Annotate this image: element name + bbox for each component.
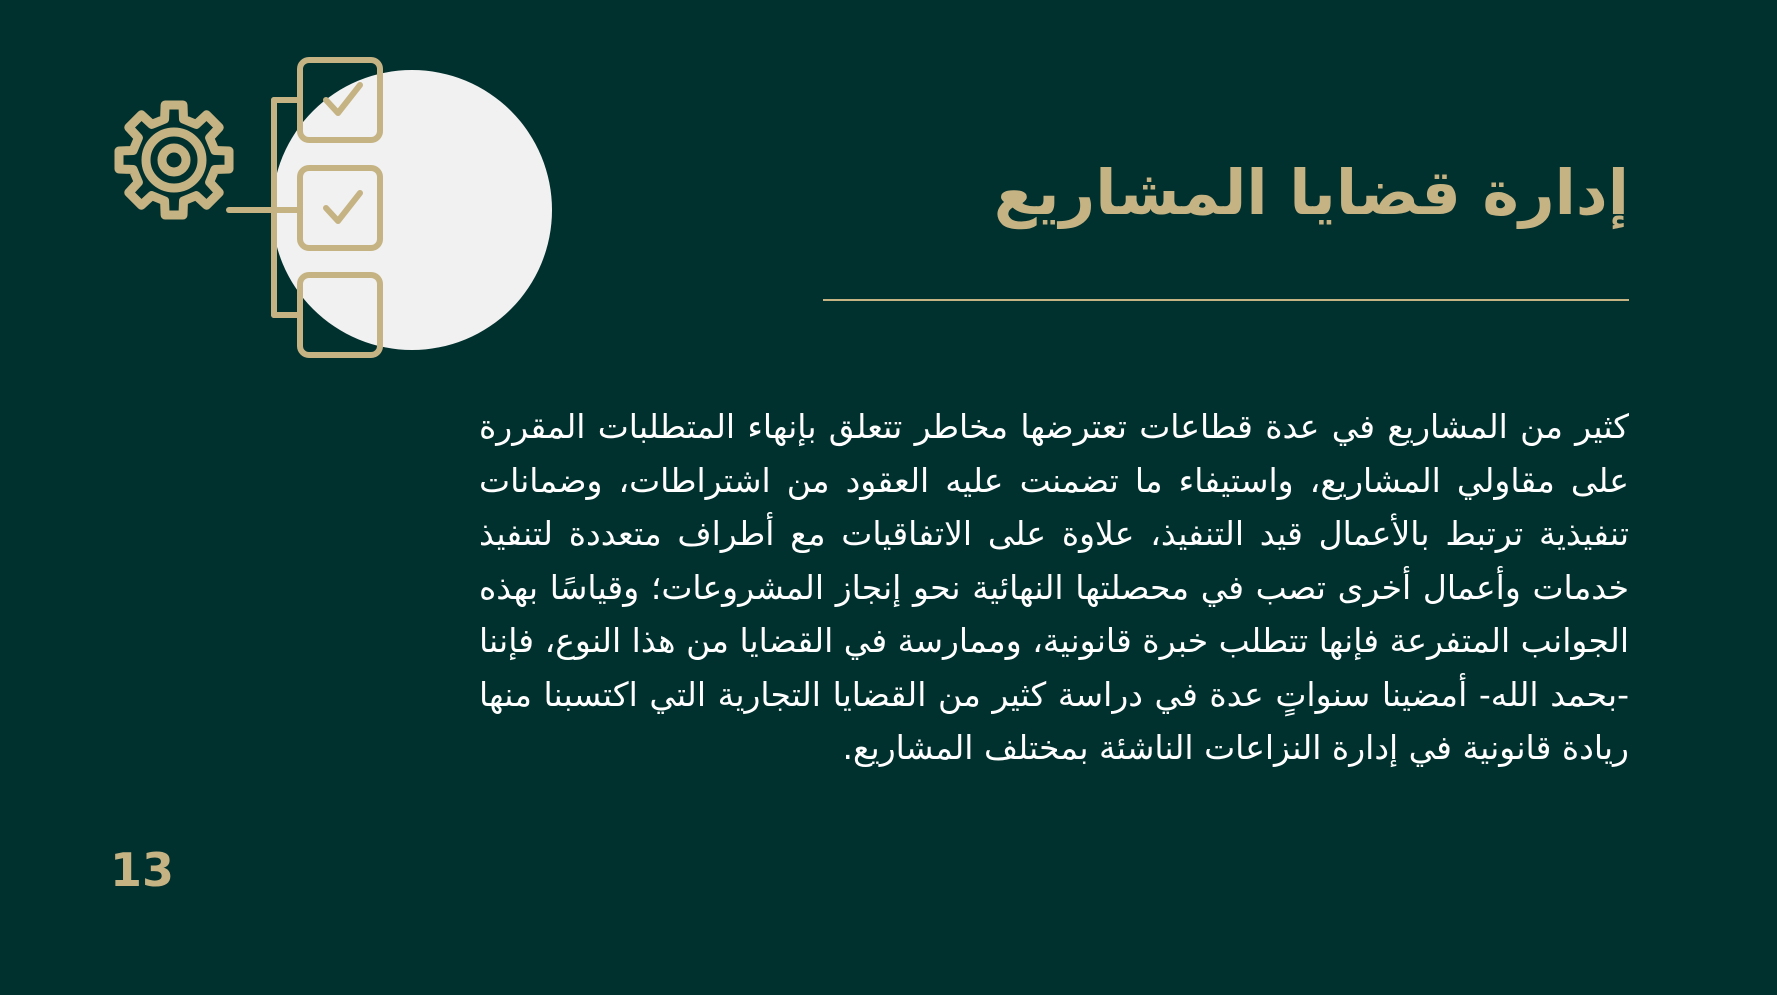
gear-icon	[119, 105, 229, 215]
project-management-illustration	[80, 50, 560, 370]
page-number: 13	[110, 843, 175, 897]
background-circle	[272, 70, 552, 350]
title-divider	[823, 299, 1629, 301]
checklist-icon	[229, 100, 300, 315]
body-paragraph: كثير من المشاريع في عدة قطاعات تعترضها مخاطر تتعلق بإنهاء المتطلبات المقررة على مقاولي المشاريع، واستيفاء ما تضمنت عليه العقود من اشتراطات، وضمانات تنفيذية ترتبط بالأعمال قيد التنفيذ، علاوة على الاتفاقيات مع أطراف متعددة لتنفيذ خدمات وأعمال أخرى تصب في محصلتها النهائية نحو إنجاز المشروعات؛ وقياسًا بهذه الجوانب المتفرعة فإنها تتطلب خبرة قانونية، وممارسة في القضايا من هذا النوع، فإننا -بحمد الله- أمضينا سنواتٍ عدة في دراسة كثير من القضايا التجارية التي اكتسبنا منها ريادة قانونية في إدارة النزاعات الناشئة بمختلف المشاريع.	[479, 407, 1629, 767]
slide-title: إدارة قضايا المشاريع	[993, 156, 1629, 229]
